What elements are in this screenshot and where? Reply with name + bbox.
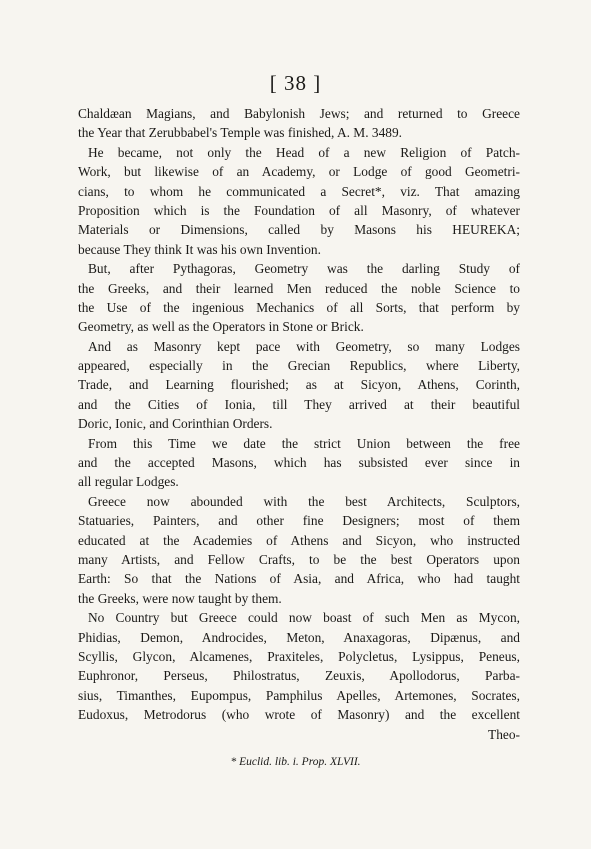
text-line: Phidias, Demon, Androcides, Meton, Anaxagoras, Dipænus, and xyxy=(78,629,520,645)
text-line: But, after Pythagoras, Geometry was the darling Study of xyxy=(88,261,520,277)
text-line: Euphronor, Perseus, Philostratus, Zeuxis, Apollodorus, Parba- xyxy=(78,668,520,684)
text-line: Eudoxus, Metrodorus (who wrote of Masonry) and the excellent xyxy=(78,707,520,723)
text-line: And as Masonry kept pace with Geometry, so many Lodges xyxy=(88,338,520,354)
text-line: many Artists, and Fellow Crafts, to be the best Operators upon xyxy=(78,551,520,567)
text-line: Greece now abounded with the best Architects, Sculptors, xyxy=(88,493,520,509)
text-line: the Year that Zerubbabel's Temple was finished, A. M. 3489. xyxy=(78,125,403,141)
text-line: cians, to whom he communicated a Secret*, viz. That amazing xyxy=(78,183,520,199)
text-line: Scyllis, Glycon, Alcamenes, Praxiteles, Polycletus, Lysippus, Peneus, xyxy=(78,648,520,664)
text-line: Work, but likewise of an Academy, or Lodge of good Geometri- xyxy=(78,164,520,180)
text-line: all regular Lodges. xyxy=(78,474,179,490)
body-text xyxy=(78,104,520,744)
page-number: [ 38 ] xyxy=(269,71,322,95)
text-line: the Greeks, were now taught by them. xyxy=(78,590,282,606)
text-line: appeared, especially in the Grecian Republics, where Liberty, xyxy=(78,358,520,374)
text-line: Statuaries, Painters, and other fine Designers; most of them xyxy=(78,513,520,529)
text-line: Geometry, as well as the Operators in Stone or Brick. xyxy=(78,319,364,335)
text-line: Trade, and Learning flourished; as at Sicyon, Athens, Corinth, xyxy=(78,377,520,393)
text-line: educated at the Academies of Athens and Sicyon, who instructed xyxy=(78,532,520,548)
text-line: Doric, Ionic, and Corinthian Orders. xyxy=(78,416,273,432)
text-line: Chaldæan Magians, and Babylonish Jews; and returned to Greece xyxy=(78,106,520,121)
text-line: because They think It was his own Invention. xyxy=(78,241,321,257)
text-line: and the accepted Masons, which has subsisted ever since in xyxy=(78,455,520,471)
text-line: He became, not only the Head of a new Religion of Patch- xyxy=(88,144,520,160)
text-line: No Country but Greece could now boast of such Men as Mycon, xyxy=(88,610,520,626)
text-line: Earth: So that the Nations of Asia, and Africa, who had taught xyxy=(78,571,520,587)
text-line: From this Time we date the strict Union between the free xyxy=(88,435,520,451)
text-line: sius, Timanthes, Eupompus, Pamphilus Apelles, Artemones, Socrates, xyxy=(78,687,520,703)
text-line: the Greeks, and their learned Men reduced the noble Science to xyxy=(78,280,520,296)
footnote: * Euclid. lib. i. Prop. XLVII. xyxy=(230,756,361,768)
text-line: Proposition which is the Foundation of all Masonry, of whatever xyxy=(78,202,520,218)
text-line: Materials or Dimensions, called by Masons his HEUREKA; xyxy=(78,222,520,238)
text-line: Theo- xyxy=(488,726,520,742)
text-line: the Use of the ingenious Mechanics of all Sorts, that perform by xyxy=(78,299,520,315)
text-line: and the Cities of Ionia, till They arrived at their beautiful xyxy=(78,396,520,412)
